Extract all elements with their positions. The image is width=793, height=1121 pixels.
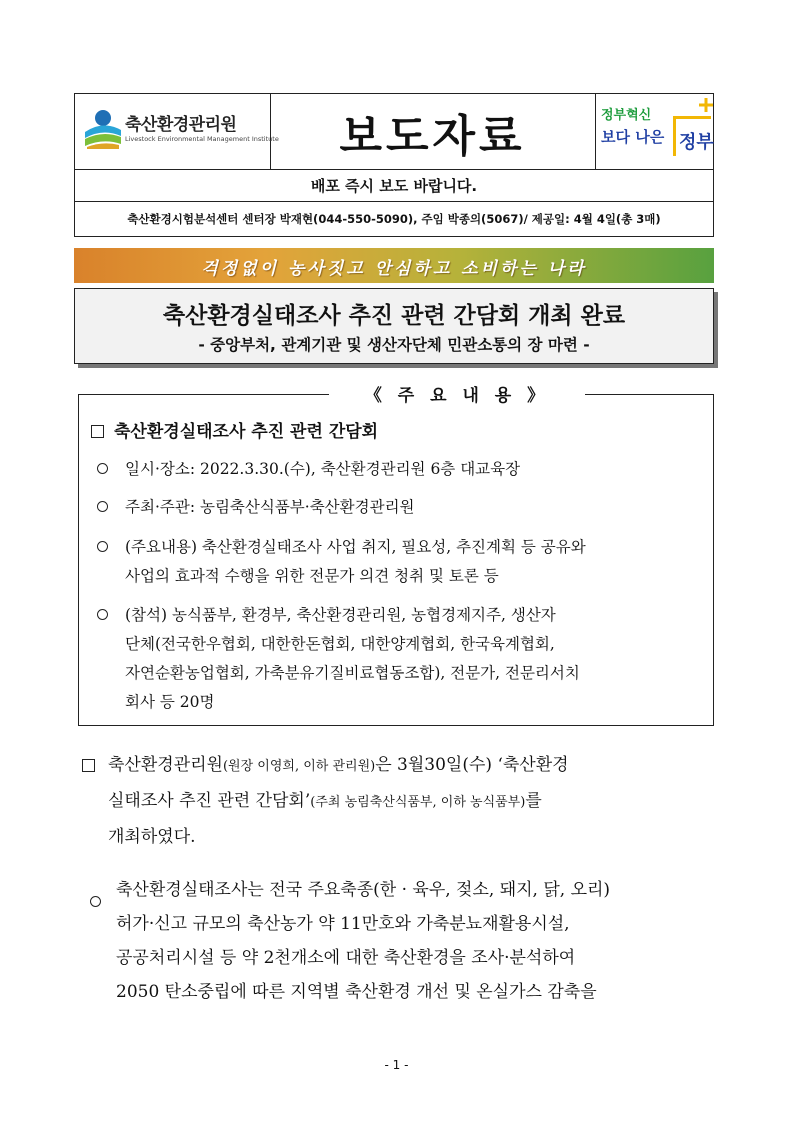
para-text: 축산환경관리원 [108,755,223,775]
body-paragraph-2 [90,873,720,1009]
key-item [97,601,707,717]
key-item-line: 주최·주관: 농림축산식품부·축산환경관리원 [125,498,415,516]
checkbox-square-icon [82,759,95,772]
gov-innovation-logo [595,94,713,169]
key-contents-box [78,386,714,726]
para-note: (원장 이영희, 이하 관리원) [222,759,376,774]
title-box [74,288,714,364]
body-paragraph-1 [82,748,722,854]
para-text: 은 3월30일(수) ‘축산환경 [375,755,569,775]
slogan-text: 걱정없이 농사짓고 안심하고 소비하는 나라 [201,259,587,279]
press-subtitle: - 중앙부처, 관계기관 및 생산자단체 민관소통의 장 마련 - [198,336,590,354]
institute-name: 축산환경관리원 [125,115,237,135]
key-heading: 《 주 요 내 용 》 [329,381,585,407]
para-text: 를 [525,791,542,811]
contact-info: 축산환경시험분석센터 센터장 박재현(044-550-5090), 주임 박종의(5067)/ 제공일: 4월 4일(총 3매) [127,211,661,226]
paragraph-line [108,784,722,820]
key-topic [91,417,378,442]
key-item [97,533,707,591]
release-notice: 배포 즉시 보도 바랍니다. [75,169,713,202]
slogan-banner [74,248,714,283]
para-text: 실태조사 추진 관련 간담회’ [108,791,311,811]
paragraph-line: 개최하였다. [108,827,196,847]
doc-type-title: 보도자료 [270,94,596,169]
paragraph-line [108,748,722,784]
para-note: (주최 농림축산식품부, 이하 농식품부) [310,795,526,810]
gov-line3: 정부 [679,132,714,153]
circle-bullet-icon [97,493,108,522]
circle-bullet-icon [97,455,108,484]
plus-icon [699,98,713,112]
header-top-row [75,94,713,170]
key-item-line: (주요내용) 축산환경실태조사 사업 취지, 필요성, 추진계획 등 공유와 [125,538,586,556]
key-item-line: 자연순환농업협회, 가축분유기질비료협동조합), 전문가, 전문리서치 [125,664,580,682]
key-item [97,493,707,522]
institute-name-en: Livestock Environmental Management Institute [125,135,279,143]
press-header-table [74,93,714,237]
key-topic-text: 축산환경실태조사 추진 관련 간담회 [114,422,379,442]
paragraph-line: 공공처리시설 등 약 2천개소에 대한 축산환경을 조사·분석하여 [116,948,576,968]
circle-bullet-icon [97,533,108,562]
paragraph-line: 축산환경실태조사는 전국 주요축종(한 · 육우, 젖소, 돼지, 닭, 오리) [116,880,611,900]
press-title: 축산환경실태조사 추진 관련 간담회 개최 완료 [162,303,626,329]
checkbox-square-icon [91,425,104,438]
institute-emblem-icon [83,106,123,150]
key-item-line: (참석) 농식품부, 환경부, 축산환경관리원, 농협경제지주, 생산자 [125,606,556,624]
paragraph-line: 2050 탄소중립에 따른 지역별 축산환경 개선 및 온실가스 감축을 [116,982,597,1002]
circle-bullet-icon [90,885,101,919]
key-item-line: 단체(전국한우협회, 대한한돈협회, 대한양계협회, 한국육계협회, [125,635,555,653]
key-item-line: 사업의 효과적 수행을 위한 전문가 의견 청취 및 토론 등 [125,567,499,585]
key-item-line: 회사 등 20명 [125,693,215,711]
paragraph-line: 허가·신고 규모의 축산농가 약 11만호와 가축분뇨재활용시설, [116,914,570,934]
institute-logo [75,94,279,169]
gov-line2: 보다 나은 [601,128,665,146]
gov-line1: 정부혁신 [601,108,652,123]
key-item [97,455,707,484]
key-item-line: 일시·장소: 2022.3.30.(수), 축산환경관리원 6층 대교육장 [125,460,521,478]
page-number: - 1 - [384,1058,409,1072]
circle-bullet-icon [97,601,108,630]
